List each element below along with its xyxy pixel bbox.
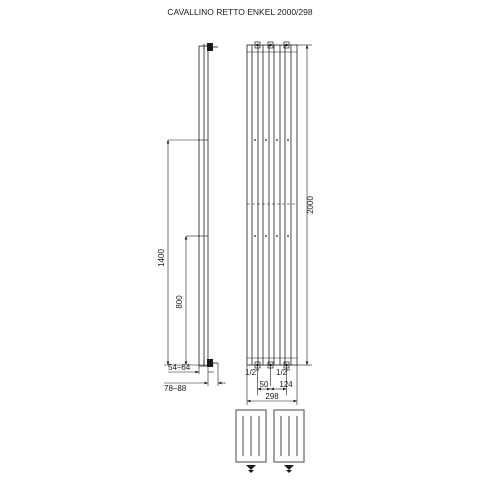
thread-right-label: 1/2" bbox=[276, 368, 290, 377]
dim-width-298: 298 bbox=[265, 392, 279, 401]
dim-height-2000: 2000 bbox=[306, 196, 315, 214]
dim-offset-78-88: 78–88 bbox=[164, 384, 187, 393]
dim-height-800: 800 bbox=[175, 295, 184, 309]
dim-gap-124: 124 bbox=[279, 380, 293, 389]
dim-offset-54-64: 54–64 bbox=[168, 363, 191, 372]
dim-height-1400: 1400 bbox=[157, 249, 166, 267]
side-view bbox=[157, 43, 226, 393]
dim-gap-50: 50 bbox=[259, 380, 269, 389]
top-wall-bracket bbox=[204, 43, 218, 51]
thread-left-label: 1/2" bbox=[245, 368, 259, 377]
valve-icon-right bbox=[274, 410, 304, 473]
front-view bbox=[245, 42, 315, 405]
mounting-marks bbox=[254, 139, 289, 237]
drawing-title: CAVALLINO RETTO ENKEL 2000/298 bbox=[167, 7, 313, 17]
valve-icon-left bbox=[236, 410, 266, 473]
